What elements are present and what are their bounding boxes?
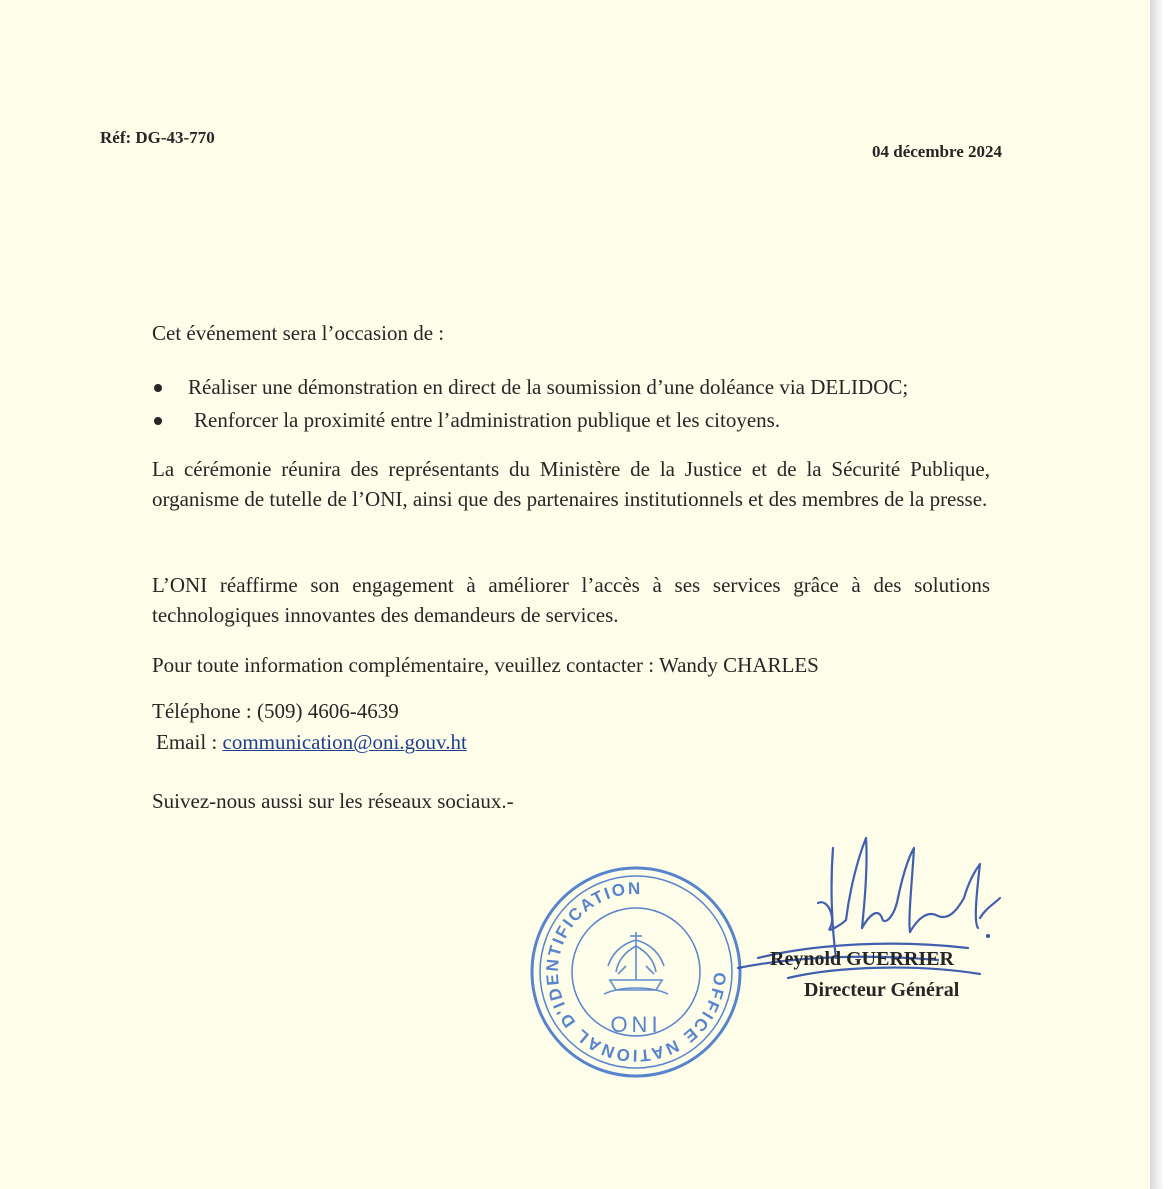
official-stamp	[526, 862, 746, 1082]
document-date: 04 décembre 2024	[872, 142, 1002, 161]
coat-of-arms-icon	[604, 932, 668, 994]
list-item-text: Réaliser une démonstration en direct de la soumission d’une doléance via DELIDOC;	[188, 375, 909, 399]
list-item-text: Renforcer la proximité entre l’administration publique et les citoyens.	[194, 408, 781, 432]
page-edge-shadow	[1150, 0, 1170, 1189]
objectives-list	[152, 371, 1012, 437]
bullet-icon	[154, 417, 162, 425]
intro-text: Cet événement sera l’occasion de :	[152, 321, 445, 345]
email-label: Email :	[156, 730, 223, 754]
phone-line: Téléphone : (509) 4606-4639	[152, 699, 399, 723]
stamp-center-text: ONI	[610, 1012, 662, 1037]
social-line: Suivez-nous aussi sur les réseaux sociaux.-	[152, 789, 514, 813]
signer-name: Reynold GUERRIER	[770, 948, 954, 970]
engagement-paragraph: L’ONI réaffirme son engagement à améliorer l’accès à ses services grâce à des solutions technologiques innovantes des demandeurs de services.	[152, 573, 990, 627]
list-item	[152, 404, 1012, 437]
email-link[interactable]: communication@oni.gouv.ht	[222, 730, 467, 754]
stamp-ring-text: OFFICE NATIONAL D'IDENTIFICATION	[542, 878, 730, 1066]
email-line	[156, 727, 994, 757]
ceremony-paragraph: La cérémonie réunira des représentants du Ministère de la Justice et de la Sécurité Publique, organisme de tutelle de l’ONI, ainsi que des partenaires institutionnels et des membres de la presse.	[152, 457, 990, 511]
contact-line: Pour toute information complémentaire, veuillez contacter : Wandy CHARLES	[152, 653, 819, 677]
signature-dot-icon	[986, 934, 990, 938]
reference-number: Réf: DG-43-770	[100, 128, 215, 147]
bullet-icon	[154, 384, 162, 392]
list-item	[152, 371, 1012, 404]
signer-title: Directeur Général	[804, 979, 960, 1001]
